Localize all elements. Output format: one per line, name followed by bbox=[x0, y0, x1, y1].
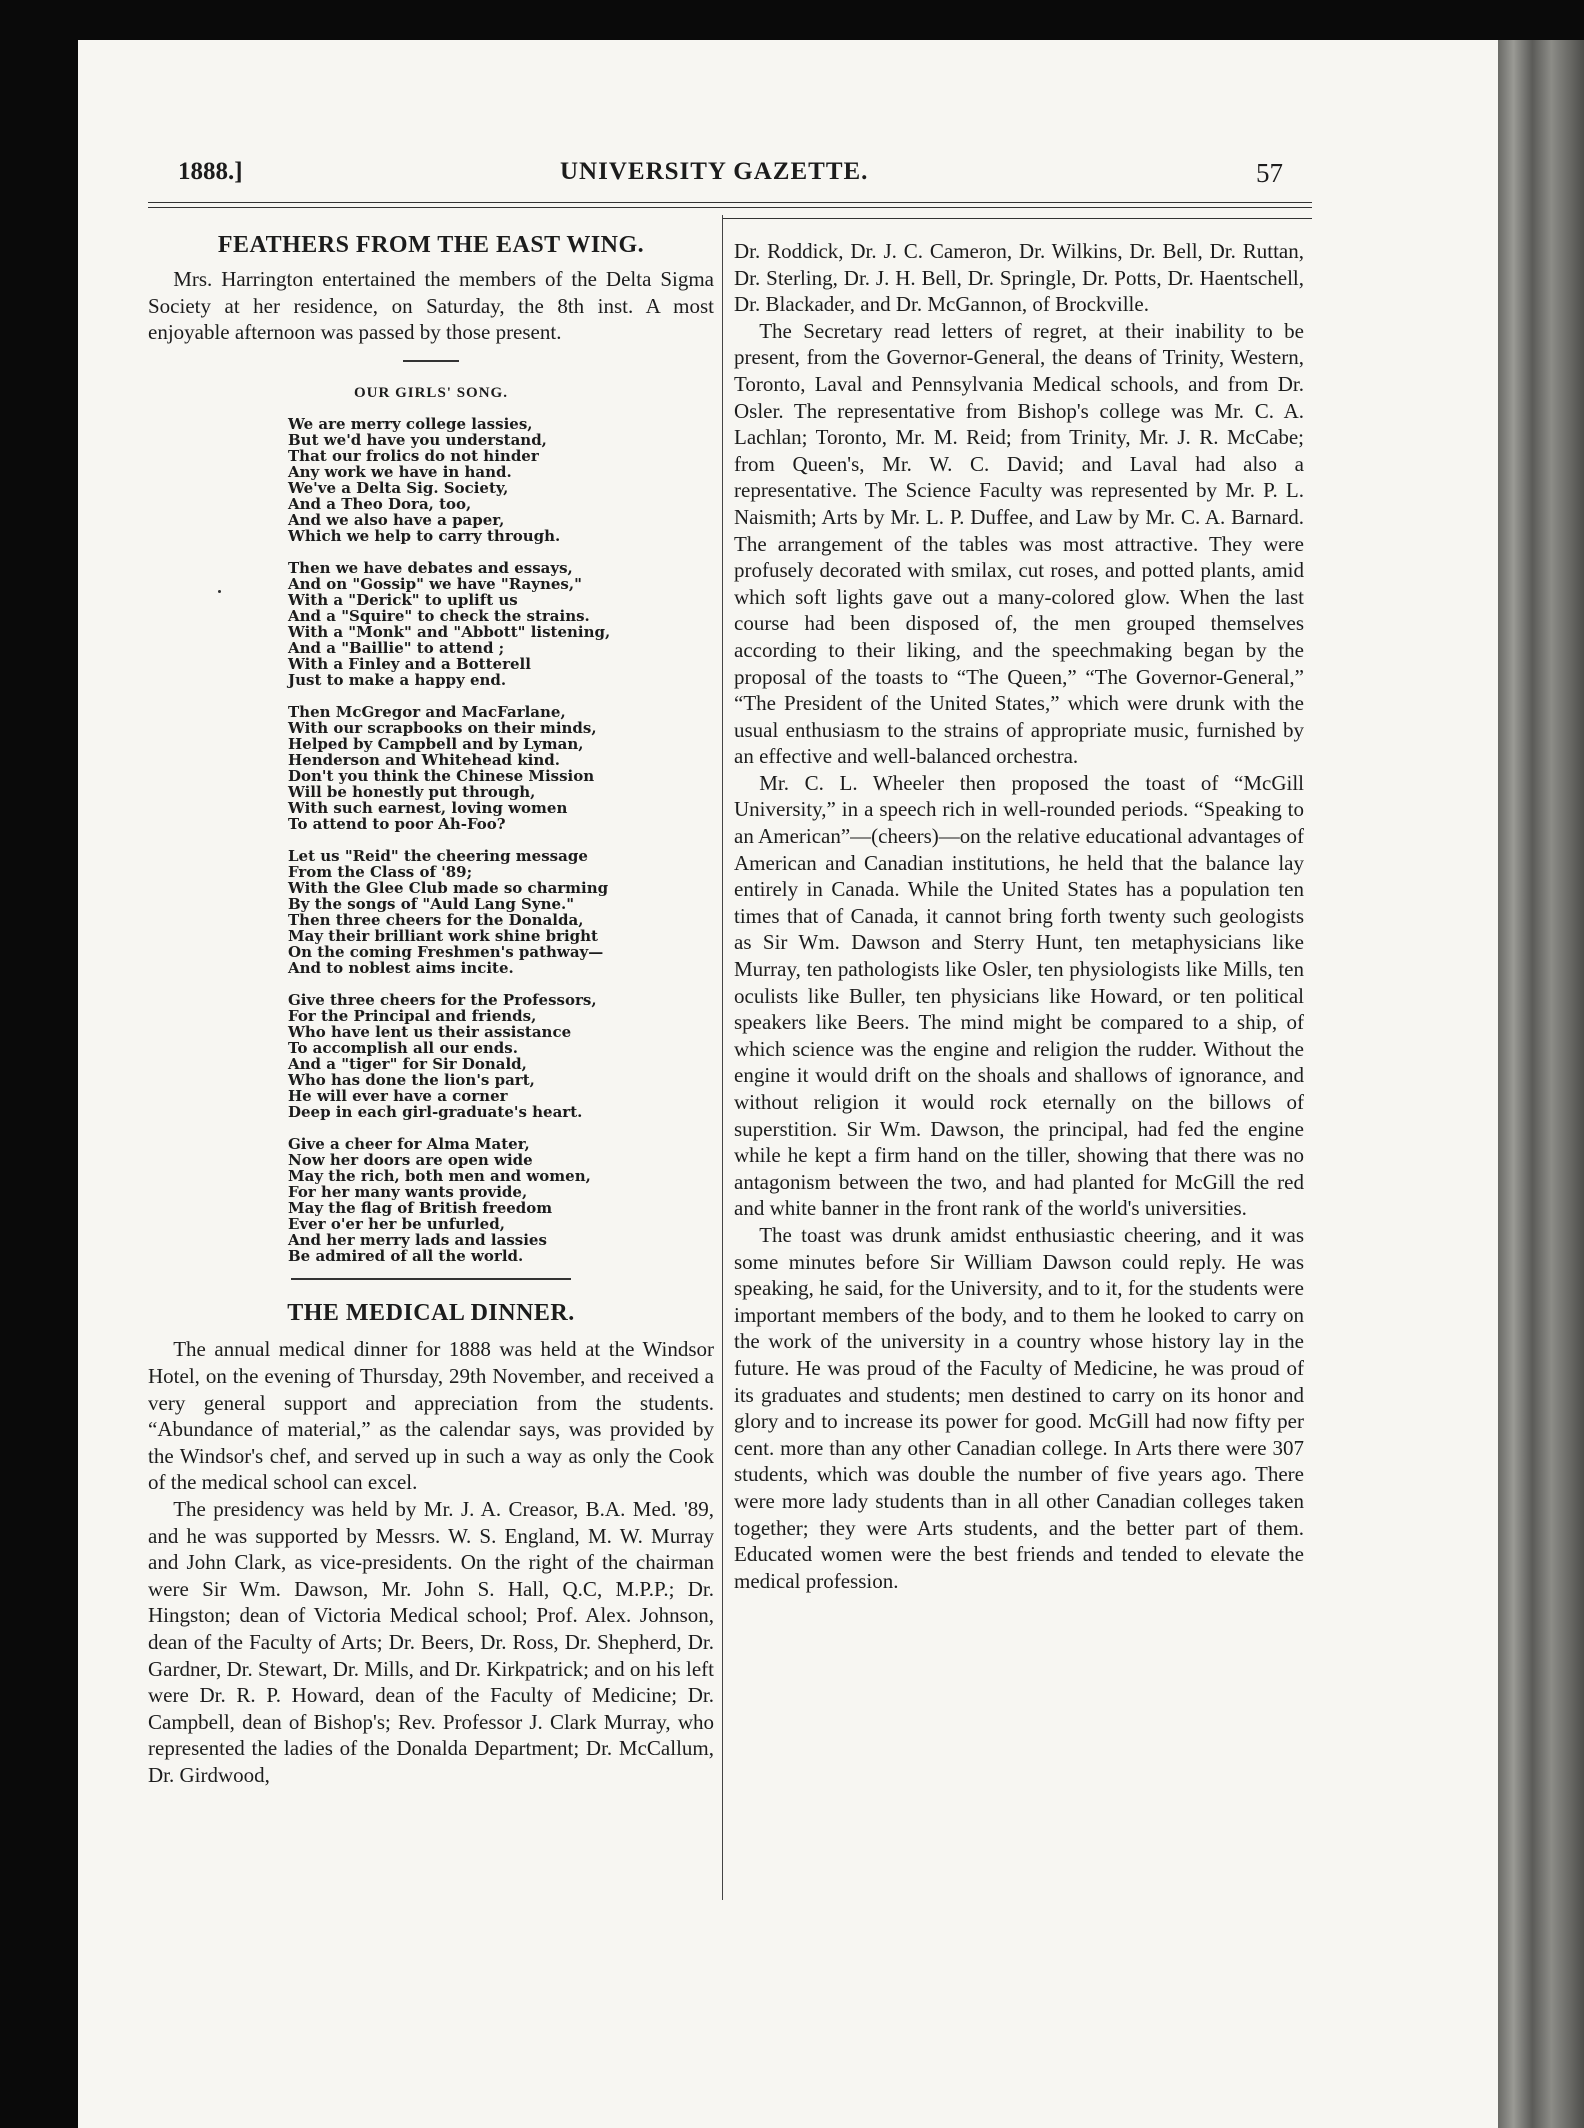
poem-stanza-2 bbox=[288, 560, 714, 688]
poem-line: On the coming Freshmen's pathway— bbox=[288, 943, 604, 962]
poem-line: Which we help to carry through. bbox=[288, 527, 561, 546]
poem-line: Give three cheers for the Professors, bbox=[288, 991, 597, 1010]
poem-line: With a "Monk" and "Abbott" listening, bbox=[288, 623, 611, 642]
dinner-paragraph-2: The presidency was held by Mr. J. A. Creasor, B.A. Med. '89, and he was supported by Messrs. W. S. England, M. W. Murray and John Clark, as vice-presidents. On the right of the chairman were Sir Wm. Dawson, Mr. John S. Hall, Q.C, M.P.P.; Dr. Hingston; dean of Victoria Medical school; Prof. Alex. Johnson, dean of the Faculty of Arts; Dr. Beers, Dr. Ross, Dr. Shepherd, Dr. Gardner, Dr. Stewart, Dr. Mills, and Dr. Kirkpatrick; and on his left were Dr. R. P. Howard, dean of the Faculty of Medicine; Dr. Campbell, dean of Bishop's; Rev. Professor J. Clark Murray, who represented the ladies of the Donalda Department; Dr. McCallum, Dr. Girdwood, bbox=[148, 1496, 714, 1787]
poem-stanza-4 bbox=[288, 848, 714, 976]
poem-line: That our frolics do not hinder bbox=[288, 447, 539, 466]
poem-stanza-5 bbox=[288, 992, 714, 1120]
short-divider bbox=[403, 360, 459, 362]
poem-line: And to noblest aims incite. bbox=[288, 959, 514, 978]
right-paragraph-4: The toast was drunk amidst enthusiastic cheering, and it was some minutes before Sir William Dawson could reply. He was speaking, he said, for the University, and to it, for the students were important members of the body, and to them he looked to carry on the work of the university in a country whose history lay in the future. He was proud of the Faculty of Medicine, he was proud of its graduates and students; men destined to carry on its honor and glory and to increase its power for good. McGill had now fifty per cent. more than any other Canadian college. In Arts there were 307 students, which was double the number of five years ago. There were more lady students than in all other Canadian colleges taken together; they were Arts students, and the better part of them. Educated women were the best friends and tended to elevate the medical profession. bbox=[734, 1222, 1304, 1593]
column-divider bbox=[722, 215, 723, 1900]
header-rule-bottom bbox=[148, 207, 1312, 208]
poem bbox=[288, 416, 714, 1264]
section-divider bbox=[291, 1278, 571, 1280]
poem-line: For the Principal and friends, bbox=[288, 1007, 537, 1026]
poem-line: Don't you think the Chinese Mission bbox=[288, 767, 595, 786]
right-col-top-rule bbox=[722, 218, 1312, 219]
poem-line: Be admired of all the world. bbox=[288, 1247, 524, 1266]
poem-line: Will be honestly put through, bbox=[288, 783, 536, 802]
poem-line: With our scrapbooks on their minds, bbox=[288, 719, 597, 738]
poem-line: Let us "Reid" the cheering message bbox=[288, 847, 588, 866]
poem-line: Ever o'er her be unfurled, bbox=[288, 1215, 505, 1234]
poem-line: May the rich, both men and women, bbox=[288, 1167, 591, 1186]
poem-line: To accomplish all our ends. bbox=[288, 1039, 518, 1058]
poem-line: And we also have a paper, bbox=[288, 511, 505, 530]
poem-line: And a Theo Dora, too, bbox=[288, 495, 472, 514]
poem-line: Henderson and Whitehead kind. bbox=[288, 751, 560, 770]
poem-line: From the Class of '89; bbox=[288, 863, 473, 882]
feathers-paragraph: Mrs. Harrington entertained the members of the Delta Sigma Society at her residence, on Saturday, the 8th inst. A most enjoyable afternoon was passed by those present. bbox=[148, 267, 714, 345]
poem-line: Who has done the lion's part, bbox=[288, 1071, 535, 1090]
poem-line: Now her doors are open wide bbox=[288, 1151, 533, 1170]
poem-line: For her many wants provide, bbox=[288, 1183, 528, 1202]
left-column bbox=[148, 230, 714, 1788]
right-paragraph-3: Mr. C. L. Wheeler then proposed the toast of “McGill University,” in a speech rich in well-rounded periods. “Speaking to an American”—(cheers)—on the relative educational advantages of American and Canadian institutions, he held that the balance lay entirely in Canada. While the United States has a population ten times that of Canada, it cannot bring forth twenty such geologists as Sir Wm. Dawson and Sterry Hunt, ten metaphysicians like Murray, ten pathologists like Osler, ten physiologists like Mills, ten oculists like Buller, ten physicians like Howard, or ten political speakers like Beers. The mind might be compared to a ship, of which science was the engine and religion the rudder. Without the engine it would drift on the shoals and shallows of ignorance, and without religion it would rock eternally on the billows of superstition. Sir Wm. Dawson, the principal, had fed the engine while he kept a firm hand on the tiller, showing that there was no antagonism between the two, and had planted for McGill the red and white banner in the front rank of the world's universities. bbox=[734, 770, 1304, 1221]
poem-line: And a "tiger" for Sir Donald, bbox=[288, 1055, 527, 1074]
poem-line: But we'd have you understand, bbox=[288, 431, 547, 450]
poem-line: And on "Gossip" we have "Raynes," bbox=[288, 575, 582, 594]
poem-line: Just to make a happy end. bbox=[288, 671, 507, 690]
right-paragraph-1: Dr. Roddick, Dr. J. C. Cameron, Dr. Wilkins, Dr. Bell, Dr. Ruttan, Dr. Sterling, Dr. J. H. Bell, Dr. Springle, Dr. Potts, Dr. Haentschell, Dr. Blackader, and Dr. McGannon, of Brockville. bbox=[734, 239, 1304, 317]
poem-line: By the songs of "Auld Lang Syne." bbox=[288, 895, 575, 914]
feathers-heading: FEATHERS FROM THE EAST WING. bbox=[217, 232, 645, 258]
poem-line: Deep in each girl-graduate's heart. bbox=[288, 1103, 583, 1122]
book-spine-edge bbox=[1498, 40, 1584, 2128]
poem-line: Any work we have in hand. bbox=[288, 463, 512, 482]
poem-line: Give a cheer for Alma Mater, bbox=[288, 1135, 530, 1154]
header-rule-top bbox=[148, 202, 1312, 203]
poem-line: And a "Squire" to check the strains. bbox=[288, 607, 590, 626]
poem-title: OUR GIRLS' SONG. bbox=[354, 384, 508, 401]
poem-line: And a "Baillie" to attend ; bbox=[288, 639, 505, 658]
header-title: UNIVERSITY GAZETTE. bbox=[560, 158, 869, 185]
poem-line: We've a Delta Sig. Society, bbox=[288, 479, 509, 498]
right-column bbox=[734, 238, 1304, 1594]
dinner-paragraph-1: The annual medical dinner for 1888 was held at the Windsor Hotel, on the evening of Thursday, 29th November, and received a very general support and appreciation from the students. “Abundance of material,” as the calendar says, was provided by the Windsor's chef, and served up in such a way as only the Cook of the medical school can excel. bbox=[148, 1337, 714, 1495]
poem-line: With such earnest, loving women bbox=[288, 799, 568, 818]
poem-stanza-3 bbox=[288, 704, 714, 832]
header-year: 1888.] bbox=[178, 158, 243, 185]
right-paragraph-2: The Secretary read letters of regret, at their inability to be present, from the Governor-General, the deans of Trinity, Western, Toronto, Laval and Pennsylvania Medical schools, and from Dr. Osler. The representative from Bishop's college was Mr. C. A. Lachlan; Toronto, Mr. M. Reid; from Trinity, Mr. J. R. McCabe; from Queen's, Mr. W. C. David; and Laval had also a representative. The Science Faculty was represented by Mr. P. L. Naismith; Arts by Mr. L. P. Duffee, and Law by Mr. C. A. Barnard. The arrangement of the tables was most attractive. They were profusely decorated with smilax, cut roses, and potted plants, amid which soft lights gave out a many-colored glow. When the last course had been disposed of, the men grouped themselves according to their liking, and the speechmaking began by the proposal of the toasts to “The Queen,” “The Governor-General,” “The President of the United States,” which were drunk with the usual enthusiasm to the strains of appropriate music, furnished by an effective and well-balanced orchestra. bbox=[734, 318, 1304, 769]
poem-line: May the flag of British freedom bbox=[288, 1199, 553, 1218]
poem-line: Helped by Campbell and by Lyman, bbox=[288, 735, 584, 754]
poem-line: Then McGregor and MacFarlane, bbox=[288, 703, 566, 722]
medical-dinner-heading: THE MEDICAL DINNER. bbox=[287, 1300, 575, 1327]
poem-line: We are merry college lassies, bbox=[288, 415, 533, 434]
poem-line: And her merry lads and lassies bbox=[288, 1231, 547, 1250]
poem-line: May their brilliant work shine bright bbox=[288, 927, 598, 946]
poem-line: Who have lent us their assistance bbox=[288, 1023, 572, 1042]
poem-line: With the Glee Club made so charming bbox=[288, 879, 609, 898]
poem-line: He will ever have a corner bbox=[288, 1087, 508, 1106]
poem-stanza-6 bbox=[288, 1136, 714, 1264]
poem-line: With a "Derick" to uplift us bbox=[288, 591, 518, 610]
poem-line: Then we have debates and essays, bbox=[288, 559, 573, 578]
poem-line: Then three cheers for the Donalda, bbox=[288, 911, 584, 930]
poem-line: To attend to poor Ah-Foo? bbox=[288, 815, 506, 834]
page-number: 57 bbox=[1256, 158, 1283, 188]
poem-stanza-1 bbox=[288, 416, 714, 544]
poem-line: With a Finley and a Botterell bbox=[288, 655, 531, 674]
